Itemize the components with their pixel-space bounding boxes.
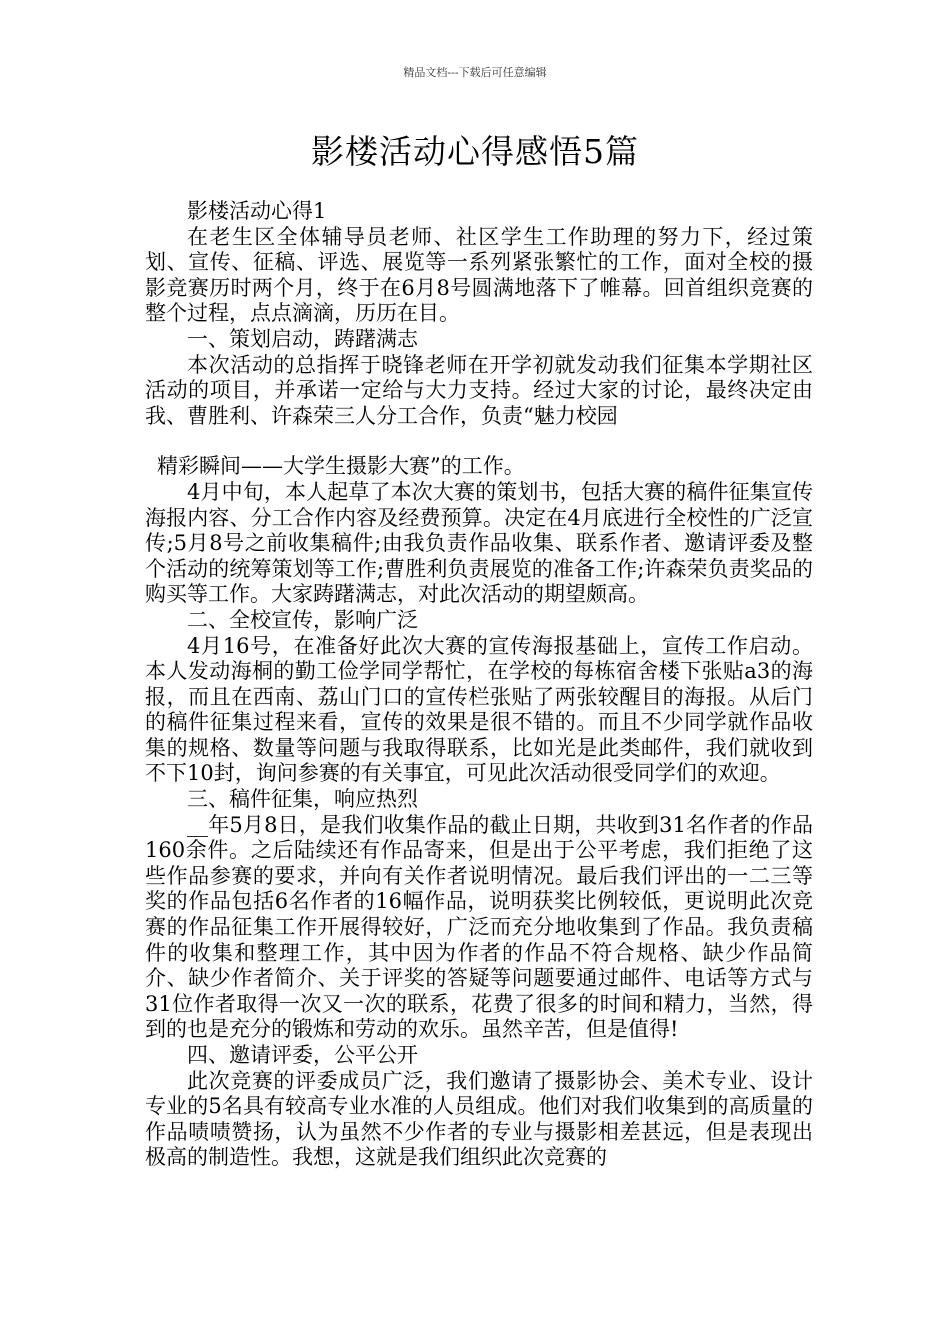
section-heading: 一、策划启动，踌躇满志: [187, 326, 418, 351]
section-heading: 三、稿件征集，响应热烈: [187, 787, 418, 812]
document-body: [145, 199, 813, 1171]
body-paragraph-continuation: 精彩瞬间——大学生摄影大赛”的工作。: [157, 454, 525, 479]
document-title: 影楼活动心得感悟5篇: [311, 132, 639, 171]
section-heading: 影楼活动心得1: [187, 199, 327, 223]
page-header: 精品文档---下载后可任意编辑: [403, 66, 547, 79]
body-paragraph: 4月16号，在准备好此次大赛的宣传海报基础上，宣传工作启动。本人发动海桐的勤工俭学同学帮忙，在学校的每栋宿舍楼下张贴a3的海报，而且在西南、荔山门口的宣传栏张贴了两张较醒目的海报。从后门的稿件征集过程来看，宣传的效果是很不错的。而且不少同学就作品收集的规格、数量等问题与我取得联系，比如光是此类邮件，我们就收到不下10封，询问参赛的有关事宜，可见此次活动很受同学们的欢迎。: [145, 633, 813, 786]
body-paragraph: 本次活动的总指挥于晓锋老师在开学初就发动我们征集本学期社区活动的项目，并承诺一定给与大力支持。经过大家的讨论，最终决定由我、曹胜利、许森荣三人分工合作，负责“魅力校园: [145, 352, 813, 428]
section-heading: 二、全校宣传，影响广泛: [187, 607, 418, 632]
body-paragraph: __年5月8日，是我们收集作品的截止日期，共收到31名作者的作品160余件。之后陆续还有作品寄来，但是出于公平考虑，我们拒绝了这些作品参赛的要求，并向有关作者说明情况。最后我们评出的一二三等奖的作品包括6名作者的16幅作品，说明获奖比例较低，更说明此次竞赛的作品征集工作开展得较好，广泛而充分地收集到了作品。我负责稿件的收集和整理工作，其中因为作者的作品不符合规格、缺少作品简介、缺少作者简介、关于评奖的答疑等问题要通过邮件、电话等方式与31位作者取得一次又一次的联系，花费了很多的时间和精力，当然，得到的也是充分的锻炼和劳动的欢乐。虽然辛苦，但是值得!: [145, 812, 813, 1042]
body-paragraph: 此次竞赛的评委成员广泛，我们邀请了摄影协会、美术专业、设计专业的5名具有较高专业水准的人员组成。他们对我们收集到的高质量的作品啧啧赞扬，认为虽然不少作者的专业与摄影相差甚远，但是表现出极高的制造性。我想，这就是我们组织此次竞赛的: [145, 1068, 813, 1170]
section-heading: 四、邀请评委，公平公开: [187, 1043, 418, 1067]
body-paragraph: 4月中旬，本人起草了本次大赛的策划书，包括大赛的稿件征集宣传海报内容、分工合作内容及经费预算。决定在4月底进行全校性的广泛宣传;5月8号之前收集稿件;由我负责作品收集、联系作者、邀请评委及整个活动的统筹策划等工作;曹胜利负责展览的准备工作;许森荣负责奖品的购买等工作。大家踌躇满志，对此次活动的期望颇高。: [145, 479, 813, 607]
body-paragraph: 在老生区全体辅导员老师、社区学生工作助理的努力下，经过策划、宣传、征稿、评选、展览等一系列紧张繁忙的工作，面对全校的摄影竞赛历时两个月，终于在6月8号圆满地落下了帷幕。回首组织竞赛的整个过程，点点滴滴，历历在目。: [145, 224, 813, 326]
